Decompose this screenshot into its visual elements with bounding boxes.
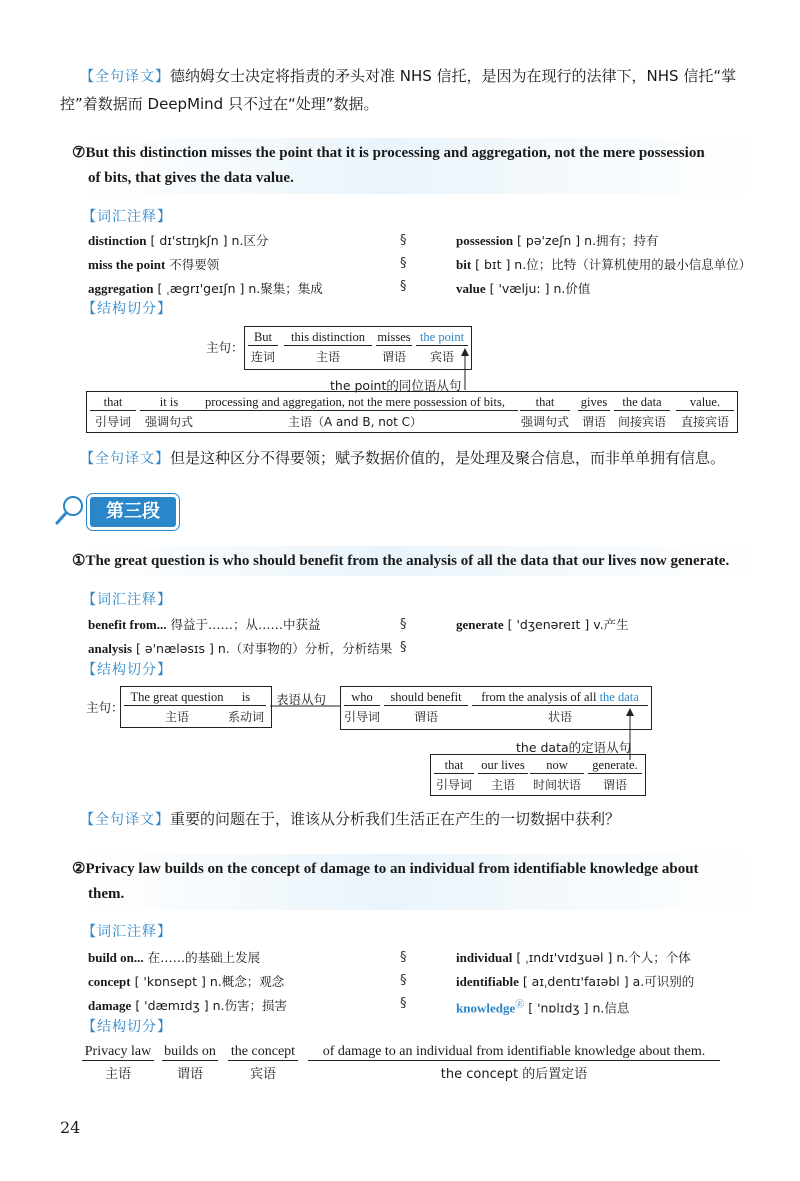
vocab-item: identifiable [ aɪˌdentɪ'faɪəbl ] a.可识别的 [456,974,695,989]
vocab-item: benefit from... 得益于……；从……中获益 [88,617,321,632]
structure-tag: 【结构切分】 [82,1019,172,1035]
page-number: 24 [60,1118,81,1137]
p3-sentence-2-line-1: ②Privacy law builds on the concept of damage to an individual from identifiable knowledge about [72,861,699,877]
exam-badge-icon: ㊣ [515,1000,525,1010]
vocab-right-list [456,946,776,1020]
vocab-item: distinction [ dɪ'stɪŋkʃn ] n.区分 [88,233,269,248]
segment: Privacy law 主语 [82,1044,154,1082]
segment: that 强调句式 [520,395,569,429]
segment: the concept 宾语 [228,1044,298,1082]
segment: is 系动词 [227,690,264,724]
appositive-label: the point的同位语从句 [330,378,462,393]
segment: gives 谓语 [578,395,610,430]
vocab-item: value [ 'vælju: ] n.价值 [456,281,591,296]
segment: builds on 谓语 [162,1044,218,1082]
top-translation [80,62,770,91]
vocab-item: individual [ ˌɪndɪ'vɪdʒuəl ] n.个人；个体 [456,950,691,965]
vocab-tag: 【词汇注释】 [82,592,172,608]
p3-sentence-2-line-2: them. [88,886,125,902]
sentence-7-line-2: of bits, that gives the data value. [88,170,294,186]
segment: But 连词 [248,330,278,365]
segment: The great question 主语 [124,690,230,725]
vocab-item: damage [ 'dæmɪdʒ ] n.伤害；损害 [88,998,288,1013]
segment: value. 直接宾语 [676,395,734,430]
vocab-left-list [88,229,418,301]
segment: the point 宾语 [416,330,468,365]
vocab-left-list [88,613,418,661]
p3-sentence-1-translation: 【全句译文】重要的问题在于，谁该从分析我们生活正在产生的一切数据中获利？ [80,810,621,828]
vocab-left-list [88,946,418,1018]
vocab-right-list [456,613,776,637]
vocab-item: generate [ 'dʒenəreɪt ] v.产生 [456,617,629,632]
translation-line-1: 德纳姆女士决定将指责的矛头对准 NHS 信托，是因为在现行的法律下，NHS 信托“掌 [170,67,737,85]
segment: of damage to an individual from identifiable knowledge about them. the concept 的后置定语 [308,1044,720,1082]
segment: this distinction 主语 [284,330,372,365]
main-clause-label: 主句： [86,700,124,715]
translation-tag: 【全句译文】 [80,69,170,85]
attributive-label: the data的定语从句 [516,740,632,755]
segment: now 时间状语 [530,758,584,793]
sentence-7-translation: 【全句译文】但是这种区分不得要领；赋予数据价值的，是处理及聚合信息，而非单单拥有信息。 [80,449,726,467]
structure-tag: 【结构切分】 [82,301,172,317]
main-clause-label: 主句： [206,340,244,355]
vocab-item: build on... 在……的基础上发展 [88,950,261,965]
vocab-item: analysis [ ə'næləsɪs ] n.（对事物的）分析，分析结果 [88,641,393,656]
squiggle-icon: § § § [400,233,407,294]
vocab-item: miss the point 不得要领 [88,257,220,272]
segment: our lives 主语 [478,758,528,793]
segment: generate. 谓语 [588,758,642,793]
vocab-item: aggregation [ ˌægrɪ'geɪʃn ] n.聚集；集成 [88,281,323,296]
vocab-item: concept [ 'kɒnsept ] n.概念；观念 [88,974,285,989]
vocab-item: knowledge㊣ [ 'nɒlɪdʒ ] n.信息 [456,1000,630,1016]
squiggle-icon: § § [400,617,407,655]
section-title: 第三段 [90,497,176,527]
arrow-connector [270,700,340,712]
squiggle-icon: § § § [400,950,407,1011]
magnifier-icon [54,494,86,528]
segment: that 引导词 [435,758,472,792]
segment: that 引导词 [90,395,136,430]
segment: the data 间接宾语 [614,395,670,430]
translation-line-2: 控”着数据而 DeepMind 只不过在“处理”数据。 [60,95,379,113]
segment: processing and aggregation, not the mere possession of bits, 主语（A and B, not C） [192,395,518,430]
vocab-right-list [456,229,776,301]
vocab-tag: 【词汇注释】 [82,209,172,225]
p3-sentence-1: ①The great question is who should benefit from the analysis of all the data that our lives now generate. [72,553,730,569]
vocab-item: bit [ bɪt ] n.位；比特（计算机使用的最小信息单位） [456,257,752,272]
segment: it is 强调句式 [140,395,198,430]
predicative-label: 表语从句 [276,692,327,707]
structure-tag: 【结构切分】 [82,662,172,678]
vocab-item: possession [ pə'zeʃn ] n.拥有；持有 [456,233,659,248]
segment: who 引导词 [344,690,381,724]
segment: should benefit 谓语 [384,690,468,725]
segment: from the analysis of all the data 状语 [472,690,648,725]
segment: misses 谓语 [377,330,411,364]
vocab-tag: 【词汇注释】 [82,924,172,940]
sentence-7-line-1: ⑦But this distinction misses the point that it is processing and aggregation, not the mere possession [72,145,705,161]
